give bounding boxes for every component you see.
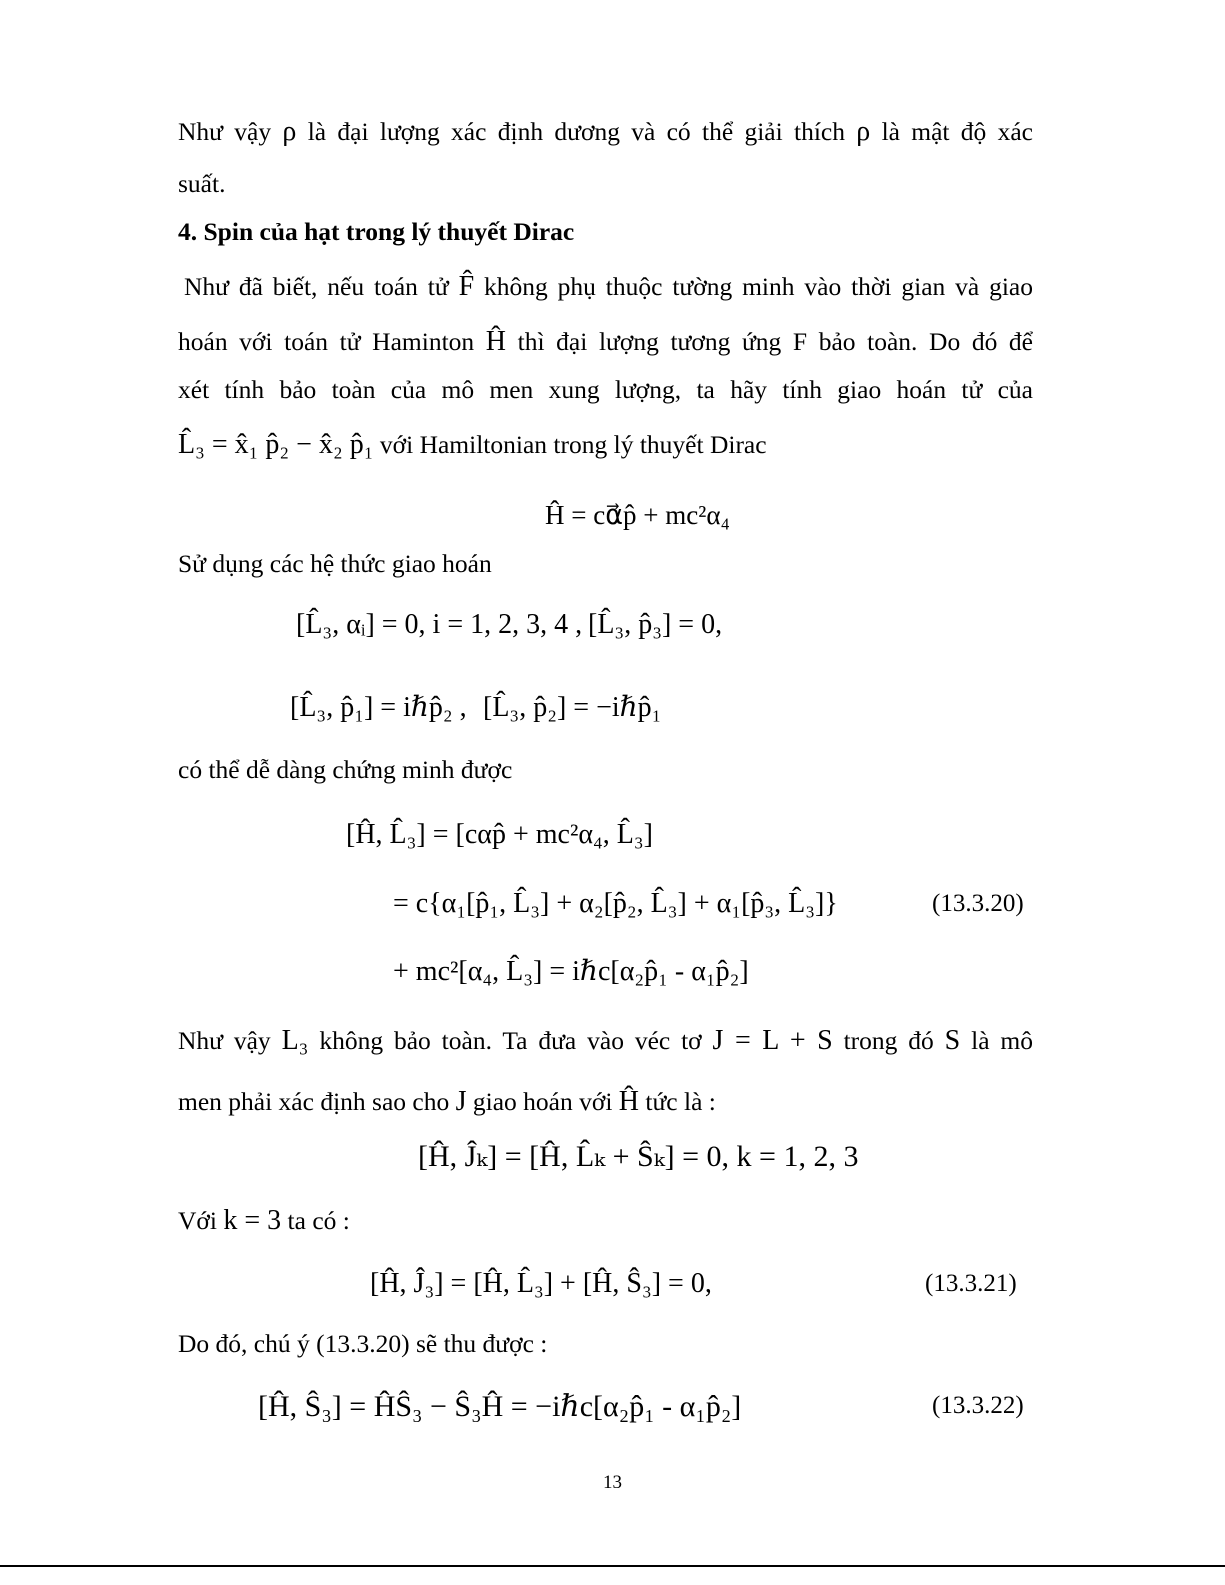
total-angular-momentum-formula: J = L + S [712, 1025, 833, 1056]
paragraph-7: Do đó, chú ý (13.3.20) sẽ thu được : [178, 1329, 548, 1358]
angular-momentum-L3-formula: L̂₃ = x̂₁ p̂₂ − x̂₂ p̂₁ [178, 429, 374, 460]
equation-13-3-20-line-1: [Ĥ, L̂₃] = [cαp̂ + mc²α₄, L̂₃] [346, 819, 653, 850]
equation-13-3-21: [Ĥ, Ĵ₃] = [Ĥ, L̂₃] + [Ĥ, Ŝ₃] = 0, [370, 1268, 712, 1299]
commutator-relation-2: [L̂₃, p̂₃] = 0, [588, 609, 723, 640]
equation-13-3-20-line-3: + mc²[α₄, L̂₃] = iℏc[α₂p̂₁ - α₁p̂₂] [393, 956, 749, 987]
equation-number-13-3-22: (13.3.22) [932, 1392, 1024, 1419]
paragraph-5-line-2: men phải xác định sao cho J giao hoán với Ĥ tức là : [178, 1086, 716, 1117]
rho-symbol: ρ [856, 116, 871, 147]
page-number: 13 [603, 1472, 622, 1493]
commutator-relation-3: [L̂₃, p̂₁] = iℏp̂₂ , [290, 692, 467, 723]
k-equals-3: k = 3 [223, 1205, 282, 1236]
equation-number-13-3-20: (13.3.20) [932, 890, 1024, 917]
J-symbol: J [455, 1086, 467, 1117]
commutator-relation-4: [L̂₃, p̂₂] = −iℏp̂₁ [483, 692, 662, 723]
paragraph-1-line-1: Như vậy ρ là đại lượng xác định dương và có thể giải thích ρ là mật độ xác [178, 116, 1034, 147]
hamiltonian-equation: Ĥ = cα⃗p̂ + mc²α₄ [545, 500, 730, 530]
paragraph-2-line-3: xét tính bảo toàn của mô men xung lượng, ta hãy tính giao hoán tử của [178, 375, 1033, 404]
operator-H-hat: Ĥ [618, 1086, 640, 1117]
paragraph-1-line-2: suất. [178, 169, 226, 198]
equation-13-3-22: [Ĥ, Ŝ₃] = ĤŜ₃ − Ŝ₃Ĥ = −iℏc[α₂p̂₁ - α₁p̂₂] [258, 1390, 742, 1423]
spin-S-symbol: S [944, 1025, 961, 1056]
paragraph-2-line-4: L̂₃ = x̂₁ p̂₂ − x̂₂ p̂₁ với Hamiltonian trong lý thuyết Dirac [178, 429, 767, 460]
paragraph-6: Với k = 3 ta có : [178, 1205, 350, 1236]
paragraph-4: có thể dễ dàng chứng minh được [178, 755, 513, 784]
bottom-border-line [0, 1565, 1225, 1567]
paragraph-2-line-2: hoán với toán tử Haminton Ĥ thì đại lượng tương ứng F bảo toàn. Do đó để [178, 326, 1033, 357]
rho-symbol: ρ [282, 116, 297, 147]
commutator-relation-1: [L̂₃, αᵢ] = 0, i = 1, 2, 3, 4 , [296, 609, 583, 640]
equation-J-k-commutator: [Ĥ, Ĵₖ] = [Ĥ, L̂ₖ + Ŝₖ] = 0, k = 1, 2, 3 [418, 1140, 859, 1173]
paragraph-2-line-1: Như đã biết, nếu toán tử F̂ không phụ thuộc tường minh vào thời gian và giao [184, 271, 1034, 302]
operator-H-hat: Ĥ [485, 326, 507, 357]
equation-number-13-3-21: (13.3.21) [925, 1270, 1017, 1297]
equation-13-3-20-line-2: = c{α₁[p̂₁, L̂₃] + α₂[p̂₂, L̂₃] + α₁[p̂₃, L̂₃]} [393, 888, 838, 919]
operator-F-hat: F̂ [458, 271, 475, 302]
section-heading: 4. Spin của hạt trong lý thuyết Dirac [178, 217, 575, 246]
paragraph-3: Sử dụng các hệ thức giao hoán [178, 549, 492, 578]
paragraph-5-line-1: Như vậy L₃ không bảo toàn. Ta đưa vào véc tơ J = L + S trong đó S là mô [178, 1025, 1033, 1056]
L3-symbol: L₃ [281, 1025, 309, 1056]
